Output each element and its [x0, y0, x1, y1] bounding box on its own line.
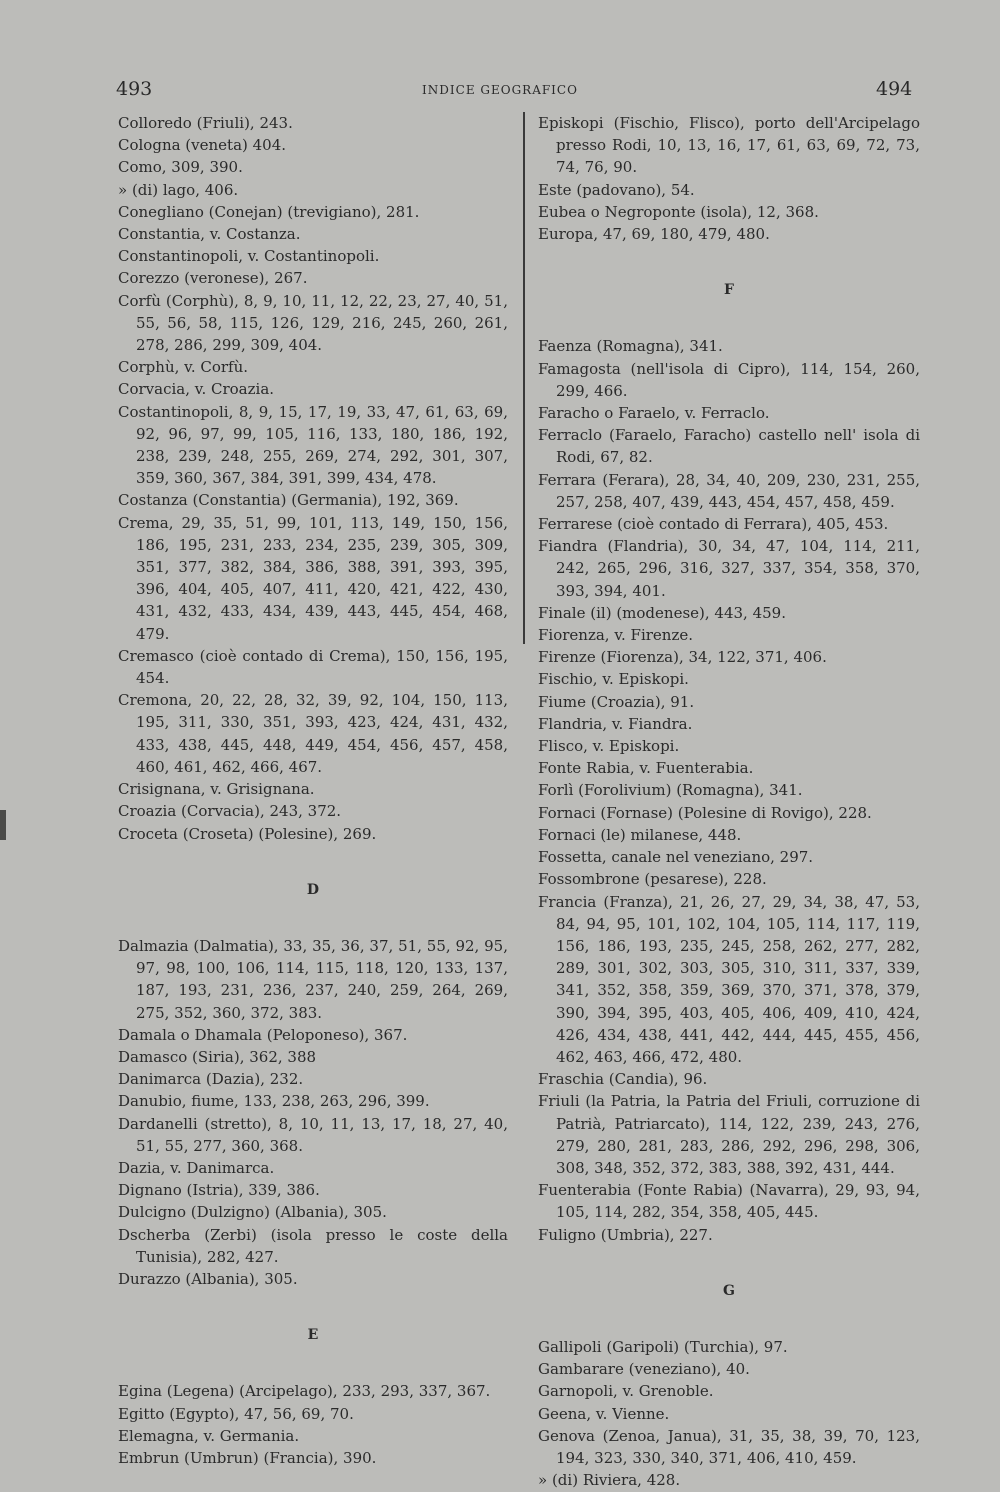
index-entry: Fiandra (Flandria), 30, 34, 47, 104, 114, 211, 242, 265, 296, 316, 327, 337, 354, 358, 370, 393, 394, 401.	[538, 537, 920, 600]
index-entry: Europa, 47, 69, 180, 479, 480.	[538, 225, 770, 244]
index-entry: Costantinopoli, 8, 9, 15, 17, 19, 33, 47, 61, 63, 69, 92, 96, 97, 99, 105, 116, 133, 180, 186, 192, 238, 239, 248, 255, 269, 274, 292, 301, 307, 359, 360, 367, 384, 391, 399, 434, 478.	[118, 402, 508, 488]
index-entry: Fossetta, canale nel veneziano, 297.	[538, 848, 814, 867]
index-entry: Fonte Rabia, v. Fuenterabia.	[538, 759, 754, 778]
index-entry: Constantinopoli, v. Costantinopoli.	[118, 247, 380, 266]
index-entry: Egina (Legena) (Arcipelago), 233, 293, 337, 367.	[118, 1382, 491, 1401]
index-entry: Corphù, v. Corfù.	[118, 358, 249, 377]
section-letter: D	[306, 881, 320, 898]
index-entry: » (di) lago, 406.	[118, 180, 239, 199]
index-entry: Fiorenza, v. Firenze.	[538, 626, 694, 645]
index-entry: Fiume (Croazia), 91.	[538, 692, 695, 711]
index-entry: Garnopoli, v. Grenoble.	[538, 1382, 714, 1401]
index-entry: Damasco (Siria), 362, 388	[118, 1047, 317, 1066]
index-entry: Dscherba (Zerbi) (isola presso le coste della Tunisia), 282, 427.	[118, 1225, 508, 1266]
index-entry: Geena, v. Vienne.	[538, 1404, 670, 1423]
index-entry: Crema, 29, 35, 51, 99, 101, 113, 149, 150, 156, 186, 195, 231, 233, 234, 235, 239, 305, 309, 351, 377, 382, 384, 386, 388, 391, 393, 395, 396, 404, 405, 407, 411, 420, 421, 422, 430, 431, 432, 433, 434, 439, 443, 445, 454, 468, 479.	[118, 513, 508, 643]
index-entry: Firenze (Fiorenza), 34, 122, 371, 406.	[538, 648, 827, 667]
index-entry: Dalmazia (Dalmatia), 33, 35, 36, 37, 51, 55, 92, 95, 97, 98, 100, 106, 114, 115, 118, 120, 133, 137, 187, 193, 231, 236, 237, 240, 259, 264, 269, 275, 352, 360, 372, 383.	[118, 936, 508, 1022]
index-entry: Flandria, v. Fiandra.	[538, 714, 693, 733]
index-entry: Genova (Zenoa, Janua), 31, 35, 38, 39, 70, 123, 194, 323, 330, 340, 371, 406, 410, 459.	[538, 1426, 920, 1467]
index-entry: Fornaci (Fornase) (Polesine di Rovigo), 228.	[538, 803, 872, 822]
index-entry: Constantia, v. Costanza.	[118, 225, 301, 244]
index-entry: Fuenterabia (Fonte Rabia) (Navarra), 29, 93, 94, 105, 114, 282, 354, 358, 405, 445.	[538, 1181, 920, 1222]
running-title: INDICE GEOGRAFICO	[422, 83, 578, 97]
column-divider	[523, 112, 525, 644]
index-entry: Este (padovano), 54.	[538, 180, 695, 199]
index-entry: Famagosta (nell'isola di Cipro), 114, 154, 260, 299, 466.	[538, 359, 920, 400]
index-entry: Danimarca (Dazia), 232.	[118, 1070, 304, 1089]
index-entry: Faracho o Faraelo, v. Ferraclo.	[538, 404, 770, 423]
index-entry: Cremasco (cioè contado di Crema), 150, 156, 195, 454.	[118, 646, 508, 688]
index-entry: Conegliano (Conejan) (trevigiano), 281.	[118, 202, 420, 221]
index-entry: Corezzo (veronese), 267.	[118, 269, 308, 288]
index-entry: Croceta (Croseta) (Polesine), 269.	[118, 824, 377, 843]
index-entry: Crisignana, v. Grisignana.	[118, 780, 315, 799]
index-entry: Finale (il) (modenese), 443, 459.	[538, 603, 786, 622]
index-entry: Dardanelli (stretto), 8, 10, 11, 13, 17, 18, 27, 40, 51, 55, 277, 360, 368.	[118, 1114, 508, 1155]
index-entry: Eubea o Negroponte (isola), 12, 368.	[538, 202, 819, 221]
index-entry: Faenza (Romagna), 341.	[538, 337, 723, 356]
index-entry: Fraschia (Candia), 96.	[538, 1070, 708, 1089]
index-entry: Ferrarese (cioè contado di Ferrara), 405, 453.	[538, 515, 889, 534]
index-entry: » (di) Riviera, 428.	[538, 1471, 681, 1490]
right-column	[538, 112, 920, 1491]
index-entry: Dignano (Istria), 339, 386.	[118, 1181, 320, 1200]
index-entry: Gallipoli (Garipoli) (Turchia), 97.	[538, 1337, 788, 1356]
index-entry: Fischio, v. Episkopi.	[538, 670, 689, 689]
index-entry: Fornaci (le) milanese, 448.	[538, 825, 742, 844]
index-entry: Corvacia, v. Croazia.	[118, 380, 275, 399]
index-entry: Cologna (veneta) 404.	[118, 136, 287, 155]
section-letter: E	[307, 1327, 319, 1344]
page-number-left: 493	[116, 78, 153, 100]
index-entry: Fossombrone (pesarese), 228.	[538, 870, 767, 889]
index-entry: Gambarare (veneziano), 40.	[538, 1360, 750, 1379]
index-entry: Costanza (Constantia) (Germania), 192, 369.	[118, 491, 459, 510]
index-entry: Damala o Dhamala (Peloponeso), 367.	[118, 1025, 408, 1044]
section-letter: F	[724, 282, 734, 299]
index-entry: Forlì (Forolivium) (Romagna), 341.	[538, 781, 803, 800]
index-entry: Corfù (Corphù), 8, 9, 10, 11, 12, 22, 23, 27, 40, 51, 55, 56, 58, 115, 126, 129, 216, 245, 260, 261, 278, 286, 299, 309, 404.	[118, 291, 508, 355]
index-entry: Dulcigno (Dulzigno) (Albania), 305.	[118, 1203, 387, 1222]
index-entry: Dazia, v. Danimarca.	[118, 1158, 275, 1177]
index-entry: Como, 309, 390.	[118, 158, 243, 177]
index-entry: Colloredo (Friuli), 243.	[118, 114, 293, 132]
index-entry: Elemagna, v. Germania.	[118, 1426, 300, 1445]
index-entry: Ferraclo (Faraelo, Faracho) castello nell' isola di Rodi, 67, 82.	[538, 426, 920, 467]
index-entry: Cremona, 20, 22, 28, 32, 39, 92, 104, 150, 113, 195, 311, 330, 351, 393, 423, 424, 431, 432, 433, 438, 445, 448, 449, 454, 456, 457, 458, 460, 461, 462, 466, 467.	[118, 691, 508, 776]
page-header	[0, 78, 1000, 102]
left-column	[118, 112, 508, 1469]
index-entry: Flisco, v. Episkopi.	[538, 737, 680, 756]
index-entry: Ferrara (Ferara), 28, 34, 40, 209, 230, 231, 255, 257, 258, 407, 439, 443, 454, 457, 458, 459.	[538, 470, 920, 511]
index-entry: Danubio, fiume, 133, 238, 263, 296, 399.	[118, 1092, 430, 1111]
page-edge-mark	[0, 810, 6, 840]
section-letter: G	[723, 1282, 735, 1299]
index-entry: Fuligno (Umbria), 227.	[538, 1225, 713, 1244]
index-entry: Croazia (Corvacia), 243, 372.	[118, 802, 342, 821]
index-entry: Francia (Franza), 21, 26, 27, 29, 34, 38, 47, 53, 84, 94, 95, 101, 102, 104, 105, 114, 117, 119, 156, 186, 193, 235, 245, 258, 262, 277, 282, 289, 301, 302, 303, 305, 310, 311, 337, 339, 341, 352, 358, 359, 369, 370, 371, 378, 379, 390, 394, 395, 403, 405, 406, 409, 410, 424, 426, 434, 438, 441, 442, 444, 445, 455, 456, 462, 463, 466, 472, 480.	[538, 892, 920, 1066]
index-entry: Durazzo (Albania), 305.	[118, 1269, 298, 1288]
index-entry: Episkopi (Fischio, Flisco), porto dell'Arcipelago presso Rodi, 10, 13, 16, 17, 61, 63, 69, 72, 73, 74, 76, 90.	[538, 114, 920, 177]
index-entry: Friuli (la Patria, la Patria del Friuli, corruzione di Patrià, Patriarcato), 114, 122, 239, 243, 276, 279, 280, 281, 283, 286, 292, 296, 298, 306, 308, 348, 352, 372, 383, 388, 392, 431, 444.	[538, 1092, 920, 1177]
page-number-right: 494	[876, 78, 913, 100]
index-entry: Egitto (Egypto), 47, 56, 69, 70.	[118, 1404, 354, 1423]
index-entry: Embrun (Umbrun) (Francia), 390.	[118, 1448, 377, 1467]
